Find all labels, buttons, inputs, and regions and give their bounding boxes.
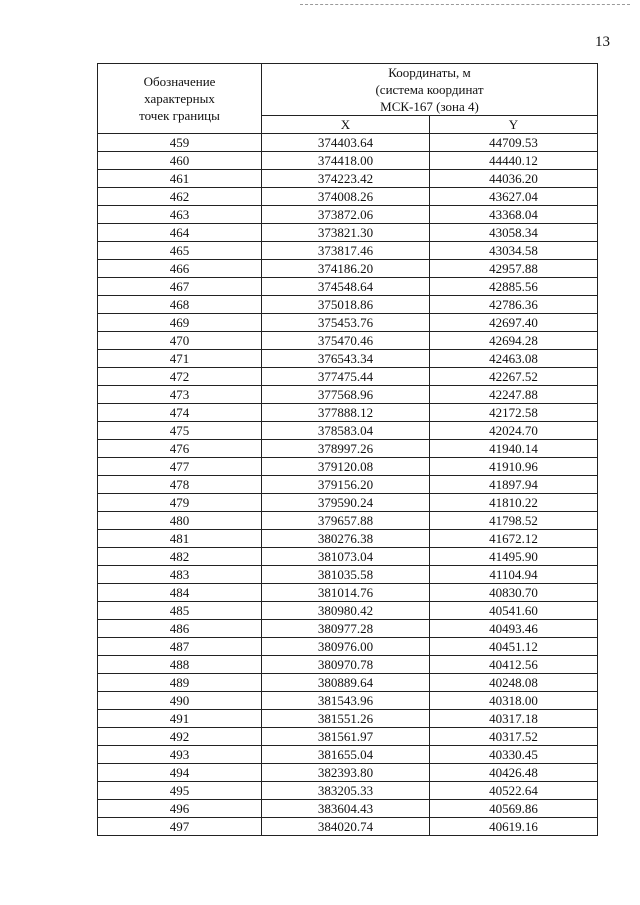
y-cell: 41672.12 bbox=[430, 530, 598, 548]
y-cell: 40619.16 bbox=[430, 818, 598, 836]
x-cell: 374223.42 bbox=[262, 170, 430, 188]
y-cell: 40830.70 bbox=[430, 584, 598, 602]
y-cell: 43058.34 bbox=[430, 224, 598, 242]
x-cell: 381561.97 bbox=[262, 728, 430, 746]
x-cell: 377568.96 bbox=[262, 386, 430, 404]
point-cell: 480 bbox=[98, 512, 262, 530]
x-cell: 381014.76 bbox=[262, 584, 430, 602]
table-row bbox=[98, 746, 598, 764]
table-row bbox=[98, 548, 598, 566]
y-header: Y bbox=[430, 116, 598, 134]
x-cell: 374186.20 bbox=[262, 260, 430, 278]
x-cell: 374418.00 bbox=[262, 152, 430, 170]
y-cell: 41910.96 bbox=[430, 458, 598, 476]
y-cell: 41810.22 bbox=[430, 494, 598, 512]
y-cell: 40451.12 bbox=[430, 638, 598, 656]
point-cell: 481 bbox=[98, 530, 262, 548]
y-cell: 41940.14 bbox=[430, 440, 598, 458]
table-row bbox=[98, 728, 598, 746]
y-cell: 41897.94 bbox=[430, 476, 598, 494]
x-cell: 381551.26 bbox=[262, 710, 430, 728]
point-label-header-line: Обозначение bbox=[143, 74, 216, 89]
page-number: 13 bbox=[595, 34, 610, 50]
table-row bbox=[98, 134, 598, 152]
point-cell: 459 bbox=[98, 134, 262, 152]
table-row bbox=[98, 458, 598, 476]
x-cell: 376543.34 bbox=[262, 350, 430, 368]
y-cell: 41495.90 bbox=[430, 548, 598, 566]
table-row bbox=[98, 404, 598, 422]
y-cell: 40317.52 bbox=[430, 728, 598, 746]
x-cell: 373821.30 bbox=[262, 224, 430, 242]
x-cell: 381073.04 bbox=[262, 548, 430, 566]
point-cell: 490 bbox=[98, 692, 262, 710]
table-row bbox=[98, 692, 598, 710]
table-row bbox=[98, 206, 598, 224]
table-row bbox=[98, 620, 598, 638]
point-cell: 472 bbox=[98, 368, 262, 386]
y-cell: 42697.40 bbox=[430, 314, 598, 332]
point-cell: 469 bbox=[98, 314, 262, 332]
y-cell: 42267.52 bbox=[430, 368, 598, 386]
table-row bbox=[98, 260, 598, 278]
table-row bbox=[98, 296, 598, 314]
x-cell: 375470.46 bbox=[262, 332, 430, 350]
x-cell: 374008.26 bbox=[262, 188, 430, 206]
table-row bbox=[98, 764, 598, 782]
point-cell: 462 bbox=[98, 188, 262, 206]
point-cell: 489 bbox=[98, 674, 262, 692]
table-row bbox=[98, 566, 598, 584]
point-cell: 466 bbox=[98, 260, 262, 278]
coordinates-header bbox=[262, 64, 598, 116]
point-cell: 474 bbox=[98, 404, 262, 422]
point-cell: 463 bbox=[98, 206, 262, 224]
point-cell: 491 bbox=[98, 710, 262, 728]
y-cell: 44709.53 bbox=[430, 134, 598, 152]
y-cell: 40330.45 bbox=[430, 746, 598, 764]
table-body bbox=[98, 134, 598, 836]
x-cell: 377475.44 bbox=[262, 368, 430, 386]
x-cell: 384020.74 bbox=[262, 818, 430, 836]
x-cell: 377888.12 bbox=[262, 404, 430, 422]
table-row bbox=[98, 332, 598, 350]
table-row bbox=[98, 476, 598, 494]
y-cell: 43627.04 bbox=[430, 188, 598, 206]
coordinates-header-line: Координаты, м bbox=[388, 65, 471, 80]
point-cell: 492 bbox=[98, 728, 262, 746]
point-cell: 483 bbox=[98, 566, 262, 584]
x-cell: 380976.00 bbox=[262, 638, 430, 656]
point-cell: 493 bbox=[98, 746, 262, 764]
table-row bbox=[98, 584, 598, 602]
table-row bbox=[98, 386, 598, 404]
y-cell: 43034.58 bbox=[430, 242, 598, 260]
x-cell: 380977.28 bbox=[262, 620, 430, 638]
x-cell: 373817.46 bbox=[262, 242, 430, 260]
table-row bbox=[98, 674, 598, 692]
point-cell: 495 bbox=[98, 782, 262, 800]
y-cell: 40522.64 bbox=[430, 782, 598, 800]
point-cell: 477 bbox=[98, 458, 262, 476]
y-cell: 41798.52 bbox=[430, 512, 598, 530]
x-cell: 379590.24 bbox=[262, 494, 430, 512]
point-cell: 485 bbox=[98, 602, 262, 620]
x-cell: 379120.08 bbox=[262, 458, 430, 476]
table-row bbox=[98, 188, 598, 206]
table-row bbox=[98, 710, 598, 728]
table-row bbox=[98, 314, 598, 332]
y-cell: 40493.46 bbox=[430, 620, 598, 638]
table-row bbox=[98, 350, 598, 368]
y-cell: 42463.08 bbox=[430, 350, 598, 368]
table-row bbox=[98, 170, 598, 188]
table-row bbox=[98, 440, 598, 458]
point-cell: 465 bbox=[98, 242, 262, 260]
point-cell: 476 bbox=[98, 440, 262, 458]
x-cell: 380980.42 bbox=[262, 602, 430, 620]
y-cell: 40317.18 bbox=[430, 710, 598, 728]
x-cell: 374403.64 bbox=[262, 134, 430, 152]
table-row bbox=[98, 242, 598, 260]
y-cell: 40318.00 bbox=[430, 692, 598, 710]
point-cell: 486 bbox=[98, 620, 262, 638]
y-cell: 42786.36 bbox=[430, 296, 598, 314]
point-cell: 473 bbox=[98, 386, 262, 404]
x-cell: 375018.86 bbox=[262, 296, 430, 314]
y-cell: 42024.70 bbox=[430, 422, 598, 440]
point-cell: 467 bbox=[98, 278, 262, 296]
point-cell: 497 bbox=[98, 818, 262, 836]
x-cell: 380889.64 bbox=[262, 674, 430, 692]
y-cell: 40248.08 bbox=[430, 674, 598, 692]
table-row bbox=[98, 422, 598, 440]
table-row bbox=[98, 530, 598, 548]
x-cell: 373872.06 bbox=[262, 206, 430, 224]
y-cell: 42957.88 bbox=[430, 260, 598, 278]
x-cell: 382393.80 bbox=[262, 764, 430, 782]
point-cell: 464 bbox=[98, 224, 262, 242]
point-cell: 479 bbox=[98, 494, 262, 512]
table-row bbox=[98, 494, 598, 512]
x-cell: 381543.96 bbox=[262, 692, 430, 710]
y-cell: 42172.58 bbox=[430, 404, 598, 422]
table-row bbox=[98, 638, 598, 656]
point-cell: 460 bbox=[98, 152, 262, 170]
point-label-header bbox=[98, 64, 262, 134]
y-cell: 44036.20 bbox=[430, 170, 598, 188]
table-row bbox=[98, 818, 598, 836]
x-cell: 381035.58 bbox=[262, 566, 430, 584]
header-row bbox=[98, 64, 598, 116]
table-row bbox=[98, 512, 598, 530]
point-label-header-line: точек границы bbox=[139, 108, 220, 123]
point-cell: 494 bbox=[98, 764, 262, 782]
x-cell: 381655.04 bbox=[262, 746, 430, 764]
x-header: X bbox=[262, 116, 430, 134]
table-row bbox=[98, 278, 598, 296]
y-cell: 40569.86 bbox=[430, 800, 598, 818]
x-cell: 378583.04 bbox=[262, 422, 430, 440]
point-cell: 488 bbox=[98, 656, 262, 674]
x-cell: 378997.26 bbox=[262, 440, 430, 458]
y-cell: 40426.48 bbox=[430, 764, 598, 782]
table-row bbox=[98, 656, 598, 674]
point-cell: 471 bbox=[98, 350, 262, 368]
point-cell: 484 bbox=[98, 584, 262, 602]
coordinates-header-line: МСК-167 (зона 4) bbox=[380, 99, 479, 114]
point-cell: 461 bbox=[98, 170, 262, 188]
y-cell: 40541.60 bbox=[430, 602, 598, 620]
point-cell: 487 bbox=[98, 638, 262, 656]
coordinates-table bbox=[97, 63, 598, 836]
point-cell: 478 bbox=[98, 476, 262, 494]
point-cell: 496 bbox=[98, 800, 262, 818]
point-label-header-line: характерных bbox=[144, 91, 215, 106]
top-rule bbox=[300, 4, 630, 5]
point-cell: 475 bbox=[98, 422, 262, 440]
y-cell: 42247.88 bbox=[430, 386, 598, 404]
table-row bbox=[98, 782, 598, 800]
y-cell: 40412.56 bbox=[430, 656, 598, 674]
x-cell: 380970.78 bbox=[262, 656, 430, 674]
point-cell: 482 bbox=[98, 548, 262, 566]
x-cell: 374548.64 bbox=[262, 278, 430, 296]
x-cell: 383205.33 bbox=[262, 782, 430, 800]
point-cell: 468 bbox=[98, 296, 262, 314]
table-row bbox=[98, 800, 598, 818]
x-cell: 379657.88 bbox=[262, 512, 430, 530]
x-cell: 379156.20 bbox=[262, 476, 430, 494]
y-cell: 43368.04 bbox=[430, 206, 598, 224]
y-cell: 42885.56 bbox=[430, 278, 598, 296]
table-row bbox=[98, 152, 598, 170]
y-cell: 41104.94 bbox=[430, 566, 598, 584]
x-cell: 375453.76 bbox=[262, 314, 430, 332]
y-cell: 44440.12 bbox=[430, 152, 598, 170]
table-row bbox=[98, 368, 598, 386]
x-cell: 380276.38 bbox=[262, 530, 430, 548]
table-row bbox=[98, 224, 598, 242]
table-row bbox=[98, 602, 598, 620]
point-cell: 470 bbox=[98, 332, 262, 350]
x-cell: 383604.43 bbox=[262, 800, 430, 818]
coordinates-header-line: (система координат bbox=[375, 82, 484, 97]
y-cell: 42694.28 bbox=[430, 332, 598, 350]
